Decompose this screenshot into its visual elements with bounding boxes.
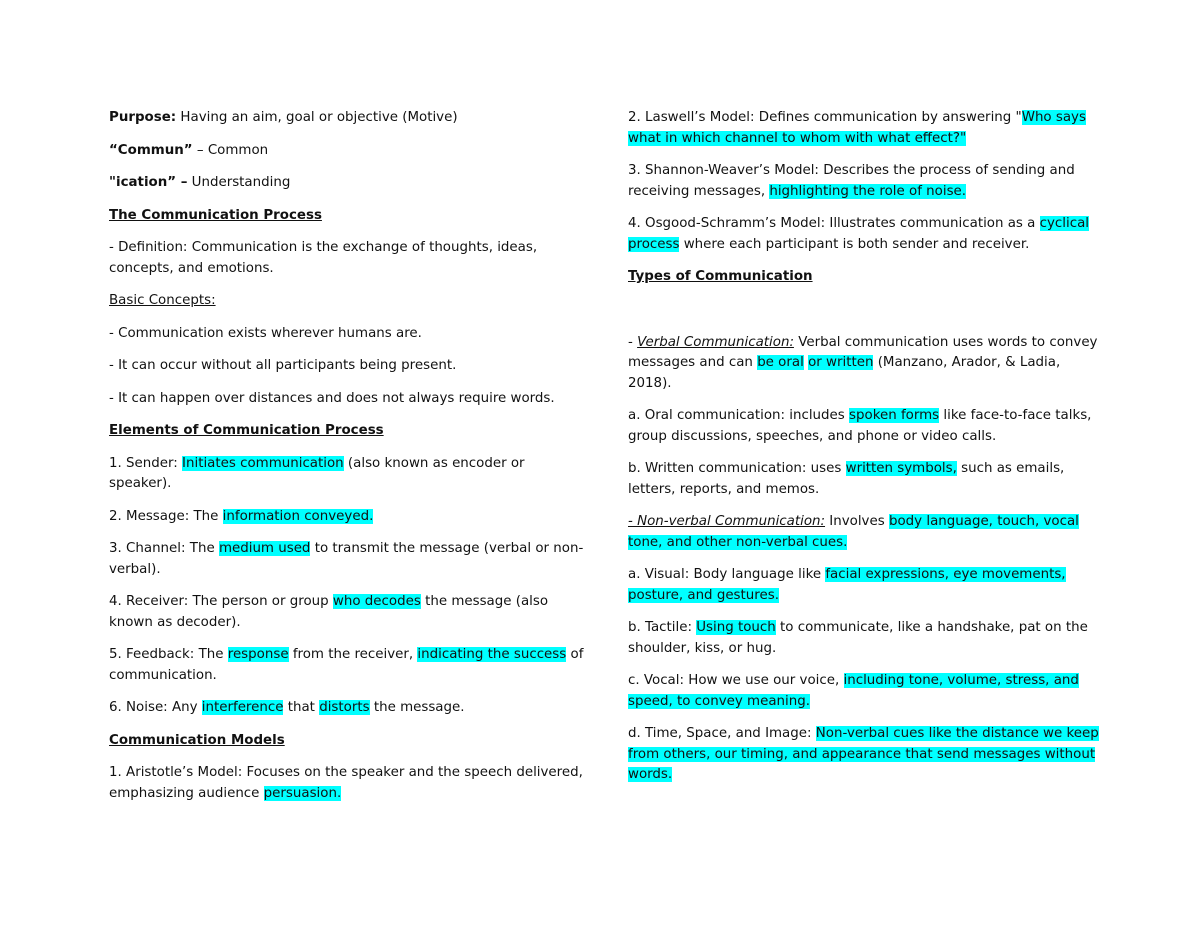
text-run: a. Visual: Body language like [628,567,826,582]
highlighted-text: information conveyed. [222,508,374,524]
highlighted-text: highlighting the role of noise. [769,183,967,199]
text-run: Purpose: [109,110,177,125]
right-paragraph [628,267,1108,288]
text-run: 1. Aristotle’s Model: Focuses on the speaker and the speech delivered, emphasizing audience [109,765,583,801]
left-paragraph [109,108,589,129]
highlighted-text: response [227,647,289,662]
right-paragraph [628,161,1108,202]
text-run: that [283,700,320,715]
text-run: such as emails, letters, reports, and memos. [628,461,1065,497]
left-paragraph [109,141,589,162]
text-run: 4. Receiver: The person or group [109,594,333,609]
text-run: b. Written communication: uses [628,461,846,476]
left-paragraph [109,592,589,633]
text-run: (also known as encoder or speaker). [109,455,525,491]
text-run: Verbal communication uses words to convey messages and can [628,334,1098,370]
highlighted-text: interference [201,700,284,715]
section-heading: Types of Communication [628,269,813,284]
left-paragraph [109,763,589,804]
left-paragraph [109,421,589,442]
right-paragraph [628,214,1108,255]
text-run: b. Tactile: [628,620,697,635]
text-run: the message. [369,700,465,715]
right-paragraph [628,724,1108,786]
right-paragraph [628,406,1108,447]
highlighted-text: indicating the success [417,647,567,662]
left-paragraph [109,539,589,580]
text-run: "ication” – [109,175,188,190]
text-run: 3. Shannon-Weaver’s Model: Describes the process of sending and receiving messages, [628,163,1075,199]
text-run: - Communication exists wherever humans are. [109,325,422,341]
highlighted-text: Initiates communication [182,455,344,471]
text-run: 5. Feedback: The [109,647,228,662]
text-run: Involves [825,514,889,529]
highlighted-text: facial expressions, eye movements, posture, and gestures. [628,567,1066,603]
text-run: Having an aim, goal or objective (Motive) [176,110,458,125]
text-run: to communicate, like a handshake, pat on the shoulder, kiss, or hug. [628,620,1088,656]
highlighted-text: distorts [319,700,370,715]
text-run: c. Vocal: How we use our voice, [628,673,844,688]
section-heading: Elements of Communication Process [109,423,384,438]
highlighted-text: or written [808,355,874,370]
section-heading: The Communication Process [109,207,322,223]
highlighted-text: Using touch [696,620,776,635]
text-run: 6. Noise: Any [109,700,202,715]
highlighted-text: medium used [218,541,311,556]
text-run: a. Oral communication: includes [628,408,850,423]
highlighted-text: Who says what in which channel to whom with what effect?" [628,110,1086,146]
left-paragraph [109,324,589,345]
highlighted-text: who decodes [332,594,421,609]
left-paragraph [109,173,589,194]
text-run: “Commun” [109,142,193,158]
right-paragraph [628,618,1108,659]
right-column [628,108,1108,798]
text-run: Verbal Communication: [637,334,794,350]
left-paragraph [109,507,589,528]
highlighted-text: body language, touch, vocal tone, and other non-verbal cues. [628,514,1079,550]
text-run: 4. Osgood-Schramm’s Model: Illustrates communication as a [628,216,1040,231]
left-paragraph [109,698,589,719]
highlighted-text: Non-verbal cues like the distance we keep from others, our timing, and appearance that send messages without words. [628,726,1099,782]
left-paragraph [109,731,589,752]
section-heading: Communication Models [109,732,285,748]
text-run: of communication. [109,647,584,683]
text-run: d. Time, Space, and Image: [628,726,816,741]
text-run: 2. Laswell’s Model: Defines communication by answering " [628,110,1022,125]
highlighted-text: including tone, volume, stress, and speed, to convey meaning. [628,673,1079,709]
left-paragraph [109,645,589,686]
left-paragraph [109,206,589,227]
text-run: - It can occur without all participants being present. [109,358,457,373]
highlighted-text: be oral [757,355,804,370]
text-run: – Common [192,142,269,158]
text-run: where each participant is both sender and receiver. [679,236,1030,252]
left-paragraph [109,238,589,279]
right-paragraph [628,333,1108,395]
text-run: the message (also known as decoder). [109,594,549,630]
text-run: like face-to-face talks, group discussions, speeches, and phone or video calls. [628,408,1092,444]
text-run: 2. Message: The [109,508,223,524]
highlighted-text: written symbols, [845,461,957,476]
text-run: - Definition: Communication is the exchange of thoughts, ideas, concepts, and emotions. [109,240,538,276]
right-paragraph [628,671,1108,712]
right-paragraph [628,300,1108,321]
left-paragraph [109,291,589,312]
right-paragraph [628,108,1108,149]
highlighted-text: cyclical process [628,216,1090,252]
left-column [109,108,589,816]
right-paragraph [628,512,1108,553]
highlighted-text: persuasion. [263,785,342,801]
right-paragraph [628,565,1108,606]
left-paragraph [109,454,589,495]
text-run: from the receiver, [288,647,418,662]
right-paragraph [628,459,1108,500]
left-paragraph [109,389,589,410]
text-run: 3. Channel: The [109,541,219,556]
text-run: Understanding [187,175,291,190]
text-run: - Non-verbal Communication: [628,514,826,529]
text-run: Basic Concepts: [109,293,216,308]
text-run: 1. Sender: [109,455,183,471]
text-run: to transmit the message (verbal or non-verbal). [109,541,584,577]
text-run: - [628,334,638,350]
text-run: - It can happen over distances and does not always require words. [109,390,555,406]
highlighted-text: spoken forms [849,408,940,423]
left-paragraph [109,356,589,377]
text-run: (Manzano, Arador, & Ladia, 2018). [628,355,1061,391]
